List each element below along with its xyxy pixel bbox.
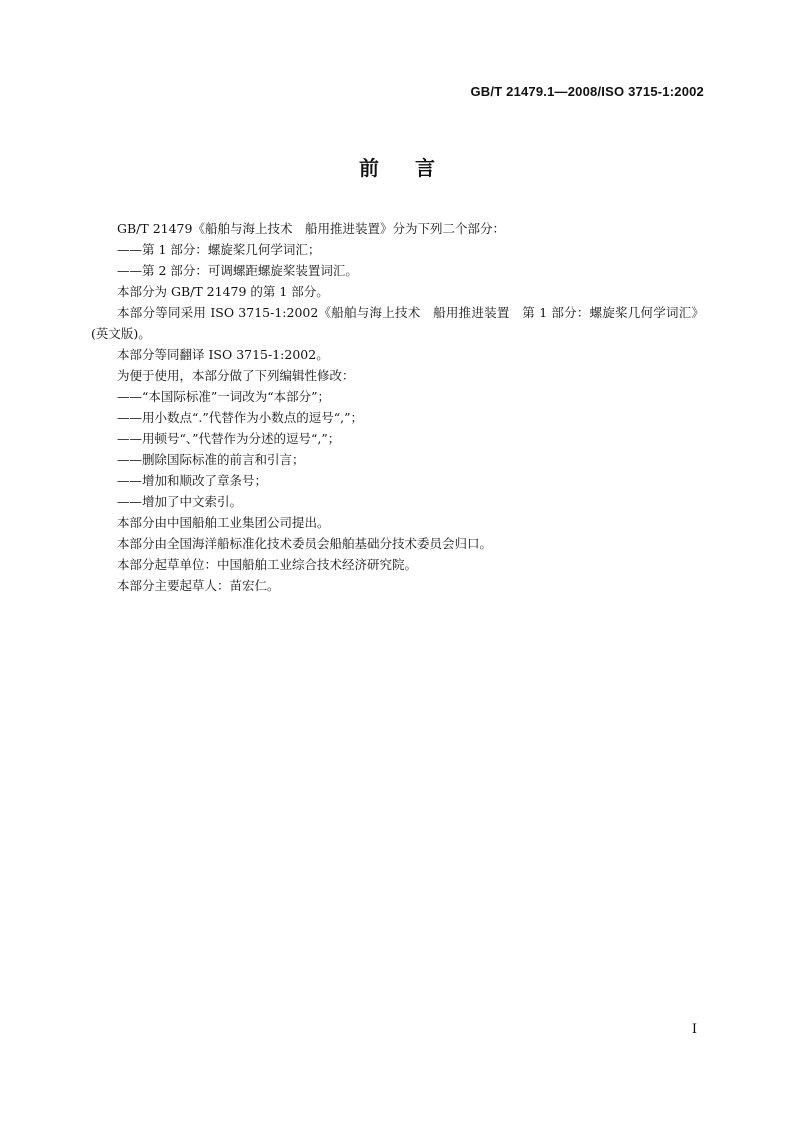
- paragraph-adoption: 本部分等同采用 ISO 3715-1:2002《船舶与海上技术 船用推进装置 第 1 部分：螺旋桨几何学词汇》(英文版)。: [91, 305, 704, 341]
- paragraph-drafting-unit: 本部分起草单位：中国船舶工业综合技术经济研究院。: [117, 557, 418, 572]
- paragraph-proposer: 本部分由中国船舶工业集团公司提出。: [117, 515, 330, 530]
- list-item-part-2: ——第 2 部分：可调螺距螺旋桨装置词汇。: [117, 263, 358, 278]
- list-item-edit-6: ——增加了中文索引。: [117, 494, 243, 509]
- list-item-edit-1: ——“本国际标准”一词改为“本部分”；: [117, 389, 331, 404]
- list-item-edit-4: ——删除国际标准的前言和引言；: [117, 452, 305, 467]
- page-title: 前言: [359, 156, 471, 180]
- list-item-part-1: ——第 1 部分：螺旋桨几何学词汇；: [117, 242, 321, 257]
- list-item-edit-3: ——用顿号“、”代替作为分述的逗号“,”；: [117, 431, 341, 446]
- paragraph-drafter: 本部分主要起草人：苗宏仁。: [117, 578, 280, 593]
- foreword-body: [91, 218, 704, 596]
- paragraph-part-statement: 本部分为 GB/T 21479 的第 1 部分。: [117, 284, 329, 299]
- list-item-edit-5: ——增加和顺改了章条号；: [117, 473, 268, 488]
- paragraph-translation: 本部分等同翻译 ISO 3715-1:2002。: [117, 347, 329, 362]
- paragraph-committee: 本部分由全国海洋船标准化技术委员会船舶基础分技术委员会归口。: [117, 536, 493, 551]
- page-number: I: [691, 1022, 697, 1037]
- paragraph-parts-intro: GB/T 21479《船舶与海上技术 船用推进装置》分为下列二个部分：: [117, 221, 505, 236]
- list-item-edit-2: ——用小数点“.”代替作为小数点的逗号“,”；: [117, 410, 364, 425]
- paragraph-editorial-intro: 为便于使用，本部分做了下列编辑性修改：: [117, 368, 355, 383]
- standard-number-header: GB/T 21479.1—2008/ISO 3715-1:2002: [470, 84, 704, 99]
